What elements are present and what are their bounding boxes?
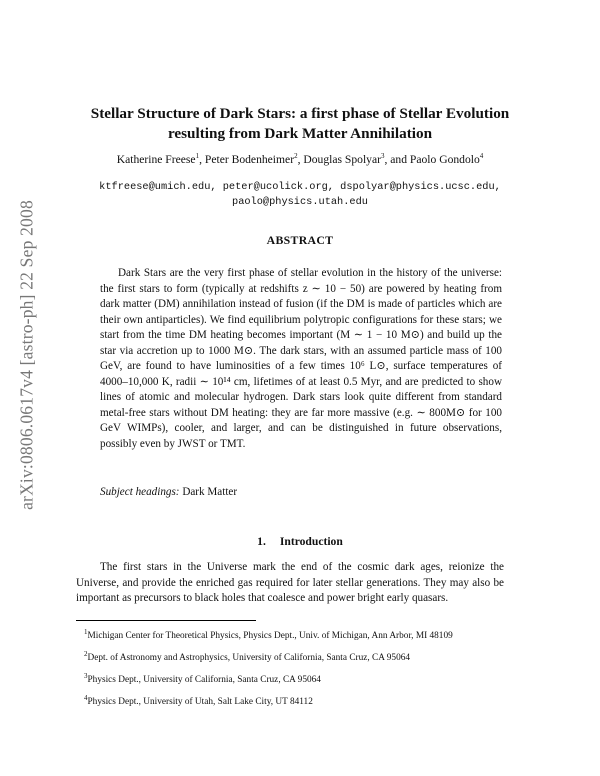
footnote xyxy=(76,627,516,642)
affiliation-mark: 1 xyxy=(195,152,200,161)
title-line-1: Stellar Structure of Dark Stars: a first phase of Stellar Evolution xyxy=(90,105,510,122)
footnote-mark: 2 xyxy=(84,649,88,658)
section-number: 1. xyxy=(257,535,266,548)
affiliation-mark: 4 xyxy=(479,152,484,161)
author xyxy=(117,153,205,166)
footnote-text: Physics Dept., University of California, Santa Cruz, CA 95064 xyxy=(87,675,321,685)
author-separator: , xyxy=(199,153,205,166)
email-line-2: paolo@physics.utah.edu xyxy=(232,196,368,208)
author-name: Katherine Freese xyxy=(116,153,196,166)
footnote-mark: 1 xyxy=(84,627,88,636)
section-title: Introduction xyxy=(279,535,343,548)
paper-title xyxy=(60,104,540,144)
footnote-mark: 3 xyxy=(84,671,88,680)
author-separator: , and xyxy=(384,153,410,166)
footnote-mark: 4 xyxy=(84,693,88,702)
subject-headings xyxy=(100,486,237,498)
footnote xyxy=(76,671,516,686)
footnote-text: Dept. of Astronomy and Astrophysics, University of California, Santa Cruz, CA 95064 xyxy=(87,653,411,663)
author xyxy=(410,153,483,166)
footnotes xyxy=(76,627,516,719)
footnote-text: Michigan Center for Theoretical Physics, Physics Dept., Univ. of Michigan, Ann Arbor, MI 48109 xyxy=(87,631,453,641)
footnote xyxy=(76,649,516,664)
author-name: Peter Bodenheimer xyxy=(204,153,295,166)
affiliation-mark: 2 xyxy=(294,152,298,161)
arxiv-sidebar xyxy=(2,140,52,570)
abstract-heading: ABSTRACT xyxy=(266,233,334,247)
author-name: Douglas Spolyar xyxy=(303,153,381,166)
footnote xyxy=(76,693,516,708)
section-heading xyxy=(60,535,540,548)
author-name: Paolo Gondolo xyxy=(409,153,480,166)
author-emails xyxy=(60,180,540,210)
author xyxy=(205,153,303,166)
abstract-text: Dark Stars are the very first phase of stellar evolution in the history of the universe: the first stars to form (typically at redshifts z ∼ 10 − 50) are powered by heating from dark matter (DM) annihilation instead of fusion (if the DM is made of particles which are their own antiparticles). We find equilibrium polytropic configurations for these stars; we start from the time DM heating becomes important (M ∼ 1 − 10 M⊙) and build up the star via accretion up to 1000 M⊙. The dark stars, with an assumed particle mass of 100 GeV, are found to have luminosities of a few times 10⁶ L⊙, surface temperatures of 4000–10,000 K, radii ∼ 10¹⁴ cm, lifetimes of at least 0.5 Myr, and are predicted to show lines of atomic and molecular hydrogen. Dark stars look quite different from standard metal-free stars without DM heating: they are far more massive (e.g. ∼ 800M⊙ for 100 GeV WIMPs), cooler, and larger, and can be distinguished in future observations, possibly even by JWST or TMT. xyxy=(100,267,502,450)
affiliation-mark: 3 xyxy=(380,152,385,161)
subject-value: Dark Matter xyxy=(182,486,238,498)
title-line-2: resulting from Dark Matter Annihilation xyxy=(167,125,433,142)
email-line-1: ktfreese@umich.edu, peter@ucolick.org, dspolyar@physics.ucsc.edu, xyxy=(99,181,501,193)
subject-label: Subject headings: xyxy=(100,486,180,498)
introduction-text: The first stars in the Universe mark the end of the cosmic dark ages, reionize the Universe, and provide the enriched gas required for later stellar generations. They may also be important as precursors to black holes that coalesce and power bright early quasars. xyxy=(76,561,504,605)
footnote-text: Physics Dept., University of Utah, Salt Lake City, UT 84112 xyxy=(87,697,313,707)
author-list xyxy=(60,153,540,166)
author xyxy=(303,153,410,166)
footnote-rule xyxy=(76,620,256,621)
arxiv-identifier: arXiv:0806.0617v4 [astro-ph] 22 Sep 2008 xyxy=(16,200,37,510)
author-separator: , xyxy=(297,153,304,166)
